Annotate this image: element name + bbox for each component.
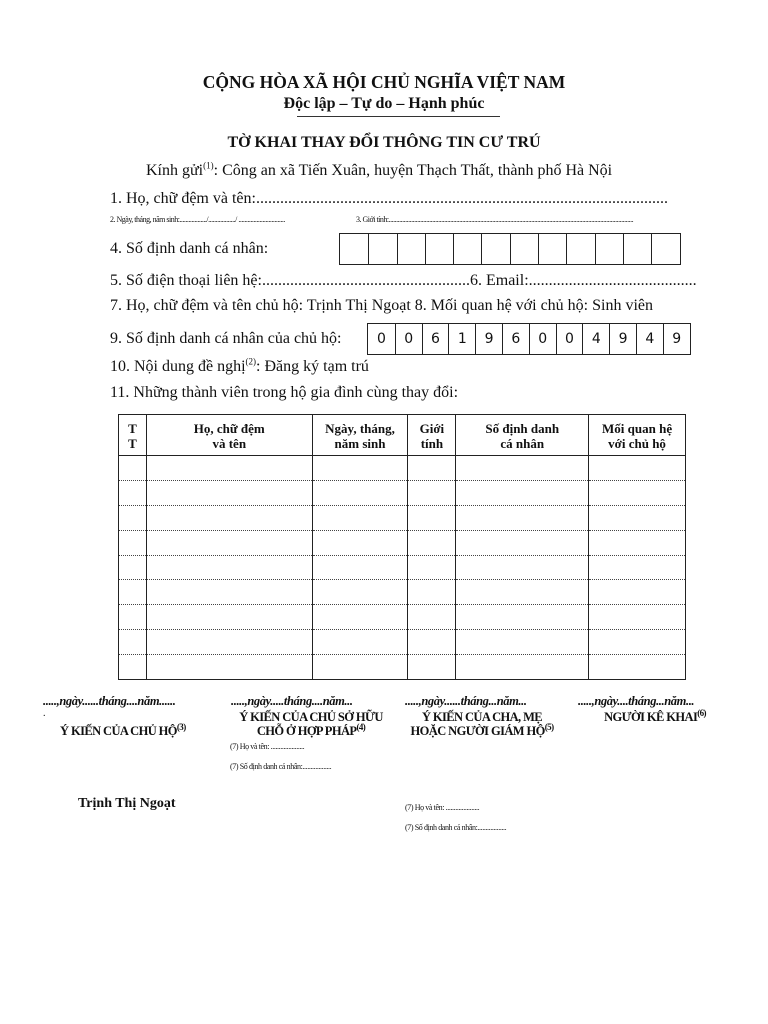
table-row	[119, 580, 686, 605]
table-cell[interactable]	[408, 480, 456, 505]
table-cell[interactable]	[312, 630, 408, 655]
table-cell[interactable]	[119, 605, 147, 630]
table-cell[interactable]	[119, 580, 147, 605]
table-cell[interactable]	[408, 530, 456, 555]
table-cell[interactable]	[312, 530, 408, 555]
id-digit-cell[interactable]	[453, 234, 481, 264]
table-cell[interactable]	[456, 605, 589, 630]
table-cell[interactable]	[146, 456, 312, 481]
table-cell[interactable]	[589, 505, 686, 530]
table-row	[119, 456, 686, 481]
table-cell[interactable]	[119, 505, 147, 530]
id-digit-cell[interactable]	[510, 234, 538, 264]
table-cell[interactable]	[456, 630, 589, 655]
table-cell[interactable]	[312, 580, 408, 605]
head-id-label: 9. Số định danh cá nhân của chủ hộ:	[110, 330, 342, 347]
request-content-line	[110, 358, 369, 376]
table-cell[interactable]	[146, 655, 312, 680]
id-digit-cell[interactable]: 0	[556, 324, 583, 354]
id-digit-cell[interactable]: 9	[663, 324, 690, 354]
table-cell[interactable]	[456, 530, 589, 555]
col-id: Số định danh cá nhân	[456, 415, 589, 456]
table-row	[119, 480, 686, 505]
table-cell[interactable]	[408, 555, 456, 580]
request-content-value: : Đăng ký tạm trú	[256, 358, 369, 375]
guardian-opinion-title: Ý KIẾN CỦA CHA, MẸ HOẶC NGƯỜI GIÁM HỘ$^{(5)}$	[410, 710, 554, 738]
full-name-field[interactable]: 1. Họ, chữ đệm và tên:.......................................................................................................	[110, 190, 668, 207]
id-digit-cell[interactable]	[481, 234, 509, 264]
id-digit-cell[interactable]: 0	[529, 324, 556, 354]
table-cell[interactable]	[589, 555, 686, 580]
table-cell[interactable]	[589, 530, 686, 555]
col-dob: Ngày, tháng, năm sinh	[312, 415, 408, 456]
owner-id-field[interactable]: (7) Số định danh cá nhân:..................	[230, 762, 332, 771]
col-gender: Giới tính	[408, 415, 456, 456]
household-head-field: 7. Họ, chữ đệm và tên chủ hộ: Trịnh Thị Ngoạt 8. Mối quan hệ với chủ hộ: Sinh viên	[110, 297, 654, 314]
table-cell[interactable]	[589, 605, 686, 630]
birth-date-field[interactable]: 2. Ngày, tháng, năm sinh:................../................../ ...............................	[110, 215, 285, 224]
table-cell[interactable]	[408, 505, 456, 530]
table-cell[interactable]	[456, 580, 589, 605]
date-line-2[interactable]: .....,ngày.....tháng....năm...	[231, 694, 353, 708]
request-content-label: 10. Nội dung đề nghị	[110, 358, 246, 375]
table-cell[interactable]	[408, 456, 456, 481]
request-content-note: (2)	[245, 356, 257, 367]
nation-heading: CỘNG HÒA XÃ HỘI CHỦ NGHĨA VIỆT NAM	[202, 72, 566, 92]
table-cell[interactable]	[589, 655, 686, 680]
table-cell[interactable]	[146, 605, 312, 630]
table-cell[interactable]	[312, 480, 408, 505]
personal-id-boxes[interactable]	[339, 233, 681, 265]
phone-email-field[interactable]: 5. Số điện thoại liên hệ:....................................................6. Email:..........................................	[110, 272, 697, 289]
guardian-name-field[interactable]: (7) Họ và tên: .....................	[405, 803, 480, 812]
id-digit-cell[interactable]: 4	[636, 324, 663, 354]
table-cell[interactable]	[312, 555, 408, 580]
table-row	[119, 505, 686, 530]
table-cell[interactable]	[312, 655, 408, 680]
table-cell[interactable]	[408, 605, 456, 630]
recipient-note: (1)	[203, 160, 214, 171]
declarant-title: NGƯỜI KÊ KHAI$^{(6)}$	[604, 707, 706, 724]
table-cell[interactable]	[312, 605, 408, 630]
id-digit-cell[interactable]	[538, 234, 566, 264]
table-cell[interactable]	[119, 630, 147, 655]
recipient-value: : Công an xã Tiến Xuân, huyện Thạch Thất, thành phố Hà Nội	[213, 162, 613, 179]
table-cell[interactable]	[456, 456, 589, 481]
col-name: Họ, chữ đệm và tên	[146, 415, 312, 456]
head-id-boxes[interactable]	[367, 323, 691, 355]
id-digit-cell[interactable]	[651, 234, 679, 264]
table-cell[interactable]	[312, 456, 408, 481]
table-cell[interactable]	[146, 555, 312, 580]
household-head-opinion-title: Ý KIẾN CỦA CHỦ HỘ$^{(3)}$	[60, 721, 186, 738]
table-row	[119, 630, 686, 655]
table-cell[interactable]	[146, 580, 312, 605]
guardian-id-field[interactable]: (7) Số định danh cá nhân:..................	[405, 823, 507, 832]
table-cell[interactable]	[146, 530, 312, 555]
table-cell[interactable]	[408, 630, 456, 655]
table-cell[interactable]	[146, 505, 312, 530]
table-cell[interactable]	[589, 630, 686, 655]
motto-underline	[297, 116, 500, 117]
table-row	[119, 555, 686, 580]
recipient-label: Kính gửi	[146, 162, 204, 179]
members-table	[118, 414, 686, 680]
table-cell[interactable]	[456, 655, 589, 680]
owner-opinion-title: Ý KIẾN CỦA CHỦ SỞ HỮU CHỖ Ở HỢP PHÁP$^{(4)}$	[239, 710, 383, 738]
table-cell[interactable]	[456, 555, 589, 580]
form-title: TỜ KHAI THAY ĐỔI THÔNG TIN CƯ TRÚ	[227, 134, 541, 151]
table-header-row	[119, 415, 686, 456]
table-cell[interactable]	[146, 630, 312, 655]
table-cell[interactable]	[119, 555, 147, 580]
id-digit-cell[interactable]	[566, 234, 594, 264]
id-digit-cell[interactable]	[368, 234, 396, 264]
col-order: T T	[119, 415, 147, 456]
members-label: 11. Những thành viên trong hộ gia đình cùng thay đổi:	[110, 384, 459, 401]
stray-dot: .	[43, 708, 46, 719]
table-row	[119, 530, 686, 555]
id-digit-cell[interactable]	[595, 234, 623, 264]
date-line-4[interactable]: .....,ngày....tháng...năm...	[578, 694, 695, 708]
table-cell[interactable]	[456, 480, 589, 505]
table-cell[interactable]	[456, 505, 589, 530]
personal-id-label: 4. Số định danh cá nhân:	[110, 240, 269, 257]
id-digit-cell[interactable]: 9	[609, 324, 636, 354]
recipient-line	[146, 162, 612, 180]
gender-field[interactable]: 3. Giới tính:...................................................................................................................................................................	[356, 215, 634, 224]
table-cell[interactable]	[589, 580, 686, 605]
table-cell[interactable]	[119, 655, 147, 680]
id-digit-cell[interactable]: 0	[395, 324, 422, 354]
id-digit-cell[interactable]: 6	[422, 324, 449, 354]
household-head-signature-name: Trịnh Thị Ngoạt	[78, 796, 176, 811]
members-body	[119, 456, 686, 680]
id-digit-cell[interactable]: 9	[475, 324, 502, 354]
owner-name-field[interactable]: (7) Họ và tên: .....................	[230, 742, 305, 751]
table-cell[interactable]	[408, 655, 456, 680]
table-row	[119, 655, 686, 680]
table-cell[interactable]	[589, 480, 686, 505]
table-cell[interactable]	[119, 456, 147, 481]
col-relation: Mối quan hệ với chủ hộ	[589, 415, 686, 456]
table-cell[interactable]	[408, 580, 456, 605]
motto: Độc lập – Tự do – Hạnh phúc	[283, 95, 485, 112]
id-digit-cell[interactable]: 6	[502, 324, 529, 354]
table-cell[interactable]	[589, 456, 686, 481]
id-digit-cell[interactable]	[623, 234, 651, 264]
id-digit-cell[interactable]: 1	[448, 324, 475, 354]
id-digit-cell[interactable]	[340, 234, 368, 264]
id-digit-cell[interactable]: 0	[376, 331, 386, 347]
date-line-1[interactable]: .....,ngày......tháng....năm......	[43, 694, 176, 708]
table-cell[interactable]	[312, 505, 408, 530]
id-digit-cell[interactable]	[397, 234, 425, 264]
id-digit-cell[interactable]: 4	[582, 324, 609, 354]
table-row	[119, 605, 686, 630]
id-digit-cell[interactable]	[425, 234, 453, 264]
table-cell[interactable]	[119, 530, 147, 555]
table-cell[interactable]	[119, 480, 147, 505]
table-cell[interactable]	[146, 480, 312, 505]
date-line-3[interactable]: .....,ngày......tháng...năm...	[405, 694, 527, 708]
